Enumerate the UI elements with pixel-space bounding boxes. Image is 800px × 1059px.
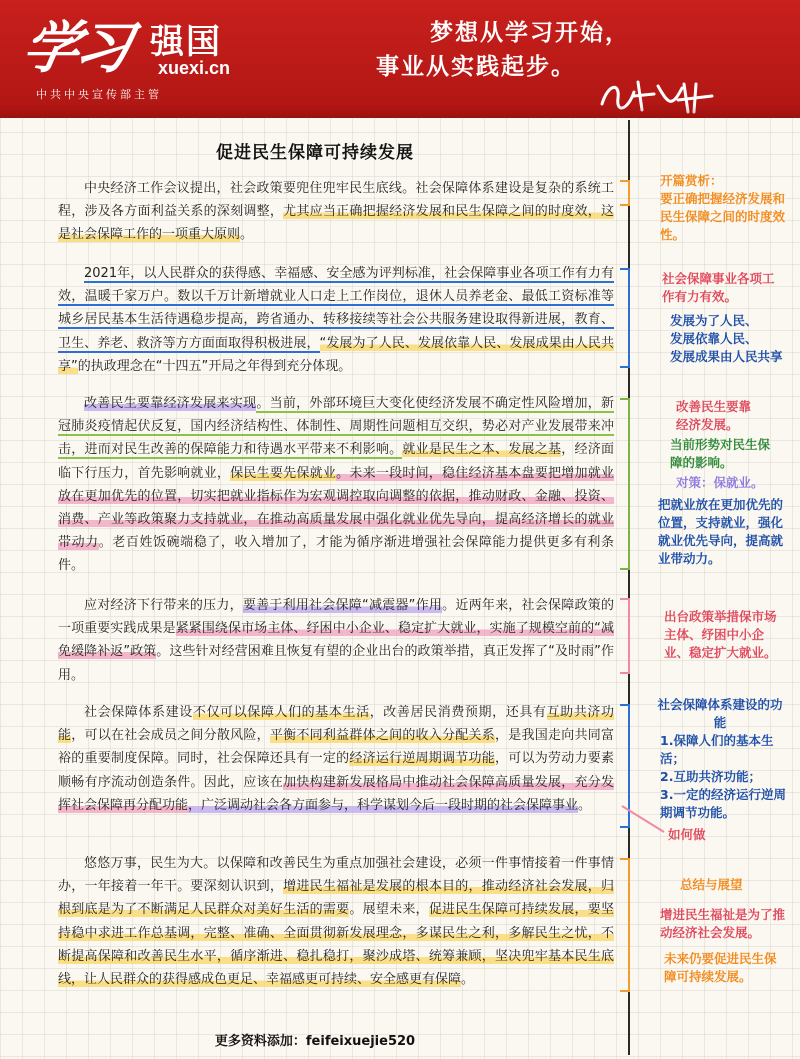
bracket-policy (620, 598, 630, 674)
note-countermeasure: 对策：保就业。 (676, 475, 764, 490)
signature-graphic (598, 74, 716, 116)
header-banner (0, 0, 800, 118)
paragraph-2-segment: 。数以千万计新增就业人口走上工作岗位，退休人员养老金、最低工资标准等城乡居民基本生活待遇稳步提高，跨省通办、转移接续等社会公共服务建设取得新进展，教育、卫生、养老、救济等方方面面取得积极进展， (58, 289, 614, 351)
logo-subtitle: 中共中央宣传部主管 (36, 88, 162, 101)
paragraph-5-segment: 经济运行逆周期调节功能 (349, 751, 496, 767)
logo-calligraphy: 学习 (17, 15, 134, 81)
note-welfare-purpose: 增进民生福祉是为了推动经济社会发展。 (660, 907, 786, 940)
paragraph-5 (58, 701, 614, 817)
paragraph-3 (58, 392, 614, 578)
bracket-intro (620, 180, 630, 206)
paragraph-2 (58, 262, 614, 378)
bracket-summary (620, 858, 630, 992)
article-title: 促进民生保障可持续发展 (216, 143, 414, 163)
footer-label: 更多资料添加： (214, 1034, 306, 1049)
slogan-line-1: 梦想从学习开始， (430, 19, 630, 46)
note-intro: 开篇赏析： 要正确把握经济发展和民生保障之间的时度效性。 (660, 173, 786, 242)
bracket-employment (620, 398, 630, 570)
paragraph-4-segment: 。这些针对经营困难且恢复有望的企业出台的政策举措，真正发挥了“及时雨”作用。 (58, 644, 614, 683)
note-achievements: 社会保障事业各项工作有力有效。 (662, 271, 775, 304)
paragraph-3-segment: 。老百姓饭碗端稳了，收入增加了，才能为循序渐进增强社会保障能力提供更多有利条件。 (58, 535, 614, 574)
paragraph-5-segment: 不仅可以保障人们的基本生活 (192, 705, 370, 720)
paragraph-3-segment: 保民生要先保就业 (230, 465, 337, 481)
paragraph-3-segment: 改善民生要靠经济发展来实现 (84, 396, 257, 411)
paragraph-5-segment: ，可以为劳动力要素顺畅有序流动创造条件。因此，应该在 (58, 751, 614, 790)
paragraph-2-segment: “发展为了人民、发展依靠人民、发展成果由人民共享” (58, 335, 614, 374)
paragraph-6-segment: 促进民生保障可持续发展，要坚持稳中求进工作总基调，完整、准确、全面贯彻新发展理念，多谋民生之利，多解民生之忧，不断提高保障和改善民生水平，循序渐进、稳扎稳打，聚沙成塔、统筹兼顾，坚决兜牢基本民生底线，让人民群众的获得感成色更足、幸福感更可持续、安全感更有保障 (58, 902, 614, 988)
paragraph-4 (58, 594, 614, 687)
note-economy: 改善民生要靠 经济发展。 (676, 399, 752, 432)
paragraph-3-segment: 。当前，外部环境巨大变化使经济发展不确定性风险增加，新冠肺炎疫情起伏反复，国内经济结构性、体制性、周期性问题相互交织，势必对产业发展带来冲击，进而对民生改善的保障能力和待遇水平带来不利影响。 (58, 396, 614, 458)
footer-contact (0, 1030, 630, 1049)
note-people-centered: 发展为了人民、 发展依靠人民、 发展成果由人民共享 (670, 313, 783, 364)
paragraph-6 (58, 852, 614, 991)
paragraph-1-segment: 尤其应当正确把握经济发展和民生保障之间的时度效，这是社会保障工作的一项重大原则 (58, 204, 614, 243)
paragraph-5-segment: 。 (578, 797, 592, 813)
paragraph-6-segment: 悠悠万事，民生为大。以保障和改善民生为重点加强社会建设，必须一件事情接着一件事情办，一年接着一年干。要深刻认识到， (58, 856, 614, 895)
paragraph-5-segment: 加快构建新发展格局中推动社会保障高质量发展，充分发挥社会保障再分配功能 (58, 774, 614, 813)
paragraph-5-segment: ，广泛调动社会各方面参与，科学谋划今后一段时期的社会保障事业 (188, 797, 579, 813)
note-how-to: 如何做 (668, 827, 706, 842)
paragraph-5-segment: ，改善居民消费预期，还具有 (369, 705, 547, 720)
note-functions-list: 1.保障人们的基本生活； 2.互助共济功能； 3.一定的经济运行逆周期调节功能。 (660, 733, 786, 820)
paragraph-6-segment: 。 (461, 972, 475, 988)
paragraph-3-segment: 。未来一段时间，稳住经济基本盘要把增加就业放在更加优先的位置，切实把就业指标作为宏观调控取向调整的依据，推动财政、金融、投资、消费、产业等政策聚力支持就业，在推动高质量发展中强化就业优先导向，提高经济增长的就业带动力 (58, 465, 614, 551)
paragraph-3-segment: ，经济面临下行压力，首先影响就业， (58, 442, 614, 481)
slogan-line-2: 事业从实践起步。 (376, 53, 576, 80)
note-future: 未来仍要促进民生保障可持续发展。 (664, 951, 777, 984)
paragraph-4-segment: 要善于利用社会保障“减震器”作用 (242, 598, 443, 613)
how-to-arrow (612, 800, 672, 840)
note-summary-title: 总结与展望 (680, 877, 743, 892)
note-functions-title: 社会保障体系建设的功能 (657, 697, 783, 730)
note-employment-priority: 把就业放在更加优先的位置，支持就业，强化就业优先导向，提高就业带动力。 (658, 497, 784, 566)
paragraph-5-segment: ，是我国走向共同富裕的重要制度保障。同时，社会保障还具有一定的 (58, 728, 614, 767)
logo-domain: xuexi.cn (158, 58, 231, 78)
paragraph-2-segment: 2021年，以人民群众的获得感、幸福感、安全感为评判标准，社会保障事业各项工作有力有效，温暖千家万户 (58, 266, 614, 305)
note-policy: 出台政策举措保市场主体、纾困中小企业、稳定扩大就业。 (664, 609, 777, 660)
paragraph-5-segment: 社会保障体系建设 (84, 705, 193, 720)
paragraph-1-segment: 中央经济工作会议提出，社会政策要兜住兜牢民生底线。社会保障体系建设是复杂的系统工程，涉及各方面利益关系的深刻调整， (58, 181, 614, 220)
paragraph-4-segment: 紧紧围绕保市场主体、纾困中小企业、稳定扩大就业，实施了规模空前的“减免缓降补返”政策 (58, 621, 614, 660)
paragraph-3-segment: 就业是民生之本、发展之基 (402, 442, 562, 458)
paragraph-2-segment: 的执政理念在“十四五”开局之年得到充分体现。 (77, 358, 352, 374)
bracket-achievements (620, 268, 630, 368)
paragraph-1-segment: 。 (240, 227, 254, 243)
paragraph-4-segment: 应对经济下行带来的压力， (84, 598, 243, 613)
footer-contact-id: feifeixuejie520 (305, 1034, 416, 1049)
note-situation: 当前形势对民生保障的影响。 (670, 437, 771, 470)
paragraph-6-segment: 。展望未来， (349, 902, 429, 918)
paragraph-5-segment: 互助共济功能 (58, 705, 614, 744)
paragraph-5-segment: 平衡不同利益群体之间的收入分配关系 (269, 728, 496, 744)
paragraph-5-segment: ，可以在社会成员之间分散风险， (71, 728, 270, 744)
paragraph-6-segment: 增进民生福祉是发展的根本目的，推动经济社会发展，归根到底是为了不断满足人民群众对美好生活的需要 (58, 879, 614, 918)
paragraph-1 (58, 177, 614, 247)
logo-name: 强国 (150, 22, 222, 62)
paragraph-4-segment: 。近两年来，社会保障政策的一项重要实践成果是 (58, 598, 614, 637)
